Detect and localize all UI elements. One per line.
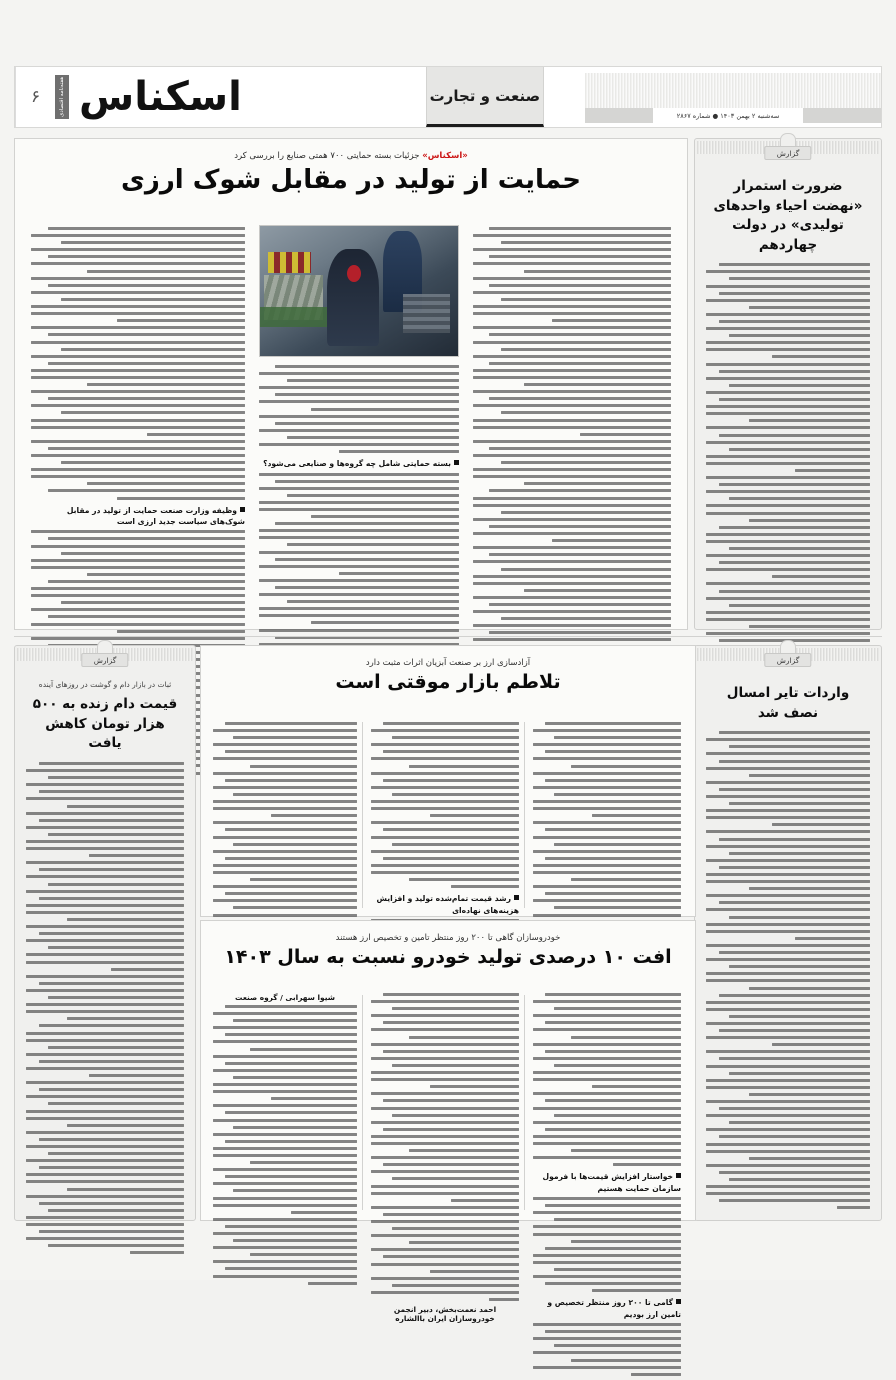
left-top-headline: قیمت دام زنده به ۵۰۰ هزار تومان کاهش یافت — [32, 696, 178, 752]
left-top-body — [24, 758, 186, 1254]
section-tab[interactable]: صنعت و تجارت — [426, 67, 544, 127]
mid-middle-subhead: رشد قیمت تمام‌شده تولید و افزایش هزینه‌های نهاده‌ای — [376, 894, 519, 915]
lead-article — [14, 138, 688, 630]
masthead-spacer — [256, 67, 426, 127]
column-rule — [524, 722, 525, 908]
section-rule — [14, 636, 882, 637]
bullet-square-icon — [676, 1173, 681, 1178]
lead-kicker-rest: جزئیات بسته حمایتی ۷۰۰ همتی صنایع را بررسی کرد — [234, 151, 423, 161]
mid-bottom-column-3 — [213, 993, 357, 1289]
lead-subhead-2: وظیفه وزارت صنعت حمایت از تولید در مقابل شوک‌های سیاست جدید ارزی است — [66, 505, 245, 526]
right-top-headline: ضرورت استمرار «نهضت احیاء واحدهای تولیدی» در دولت چهاردهم — [713, 178, 863, 253]
column-rule — [524, 995, 525, 1210]
report-badge: گزارش — [82, 653, 129, 667]
page-number: ۶ — [15, 67, 55, 127]
right-top-body — [704, 259, 872, 670]
lead-photo — [259, 225, 459, 357]
mid-bottom-kicker: خودروسازان گاهی تا ۲۰۰ روز منتظر تامین و تخصیص ارز هستند — [335, 933, 561, 943]
brand-logo: اسکناس — [79, 74, 242, 120]
date-strip — [585, 67, 881, 127]
right-bottom-headline: واردات تایر امسال نصف شد — [726, 685, 850, 721]
lead-column-1 — [473, 227, 671, 709]
lead-headline: حمایت از تولید در مقابل شوک ارزی — [121, 165, 581, 195]
bullet-square-icon — [514, 895, 519, 900]
date-hatch-decoration — [585, 73, 881, 111]
mid-bottom-article — [200, 920, 696, 1324]
right-bottom-report — [694, 645, 882, 1221]
publication-vertical-tag: هفته‌نامه اقتصادی — [55, 75, 69, 119]
mid-middle-headline: تلاطم بازار موقتی است — [335, 671, 561, 693]
mid-bottom-byline-1: شیوا سهرابی / گروه صنعت — [235, 993, 335, 1002]
mid-bottom-subhead-2: گامی تا ۲۰۰ روز منتظر تخصیص و تامین ارز بودیم — [547, 1298, 681, 1319]
column-rule — [362, 722, 363, 908]
issue-date: سه‌شنبه ۲ بهمن ۱۴۰۳ ● شماره ۲۸۶۷ — [653, 108, 803, 123]
lead-subhead-1: بسته حمایتی شامل چه گروه‌ها و صنایعی می‌شود؟ — [259, 458, 459, 469]
mid-middle-kicker: آزادسازی ارز بر صنعت آبزیان اثرات مثبت دارد — [365, 658, 531, 668]
right-top-report — [694, 138, 882, 630]
left-top-report — [14, 645, 196, 1221]
mid-middle-article — [200, 645, 696, 917]
mid-bottom-headline: افت ۱۰ درصدی تولید خودرو نسبت به سال ۱۴۰۳ — [224, 946, 672, 968]
masthead-fill — [544, 67, 585, 127]
mid-bottom-byline-2: احمد نعمت‌بخش، دبیر انجمن خودروسازان ایران باالشاره — [393, 1305, 497, 1324]
masthead — [14, 66, 882, 128]
bullet-square-icon — [454, 460, 459, 465]
right-bottom-body — [704, 727, 872, 1209]
bullet-square-icon — [240, 507, 245, 512]
mid-bottom-subhead-1: خواستار افزایش قیمت‌ها با فرمول سازمان حمایت هستیم — [542, 1172, 681, 1193]
left-top-kicker: ثبات در بازار دام و گوشت در روزهای آینده — [38, 680, 172, 689]
bullet-square-icon — [676, 1299, 681, 1304]
column-rule — [362, 995, 363, 1210]
mid-bottom-column-2 — [371, 993, 519, 1326]
report-badge: گزارش — [765, 653, 812, 667]
lead-kicker-brand: «اسکناس» — [422, 151, 468, 161]
mid-bottom-column-1 — [533, 993, 681, 1380]
report-badge: گزارش — [765, 146, 812, 160]
lead-kicker — [31, 151, 671, 161]
